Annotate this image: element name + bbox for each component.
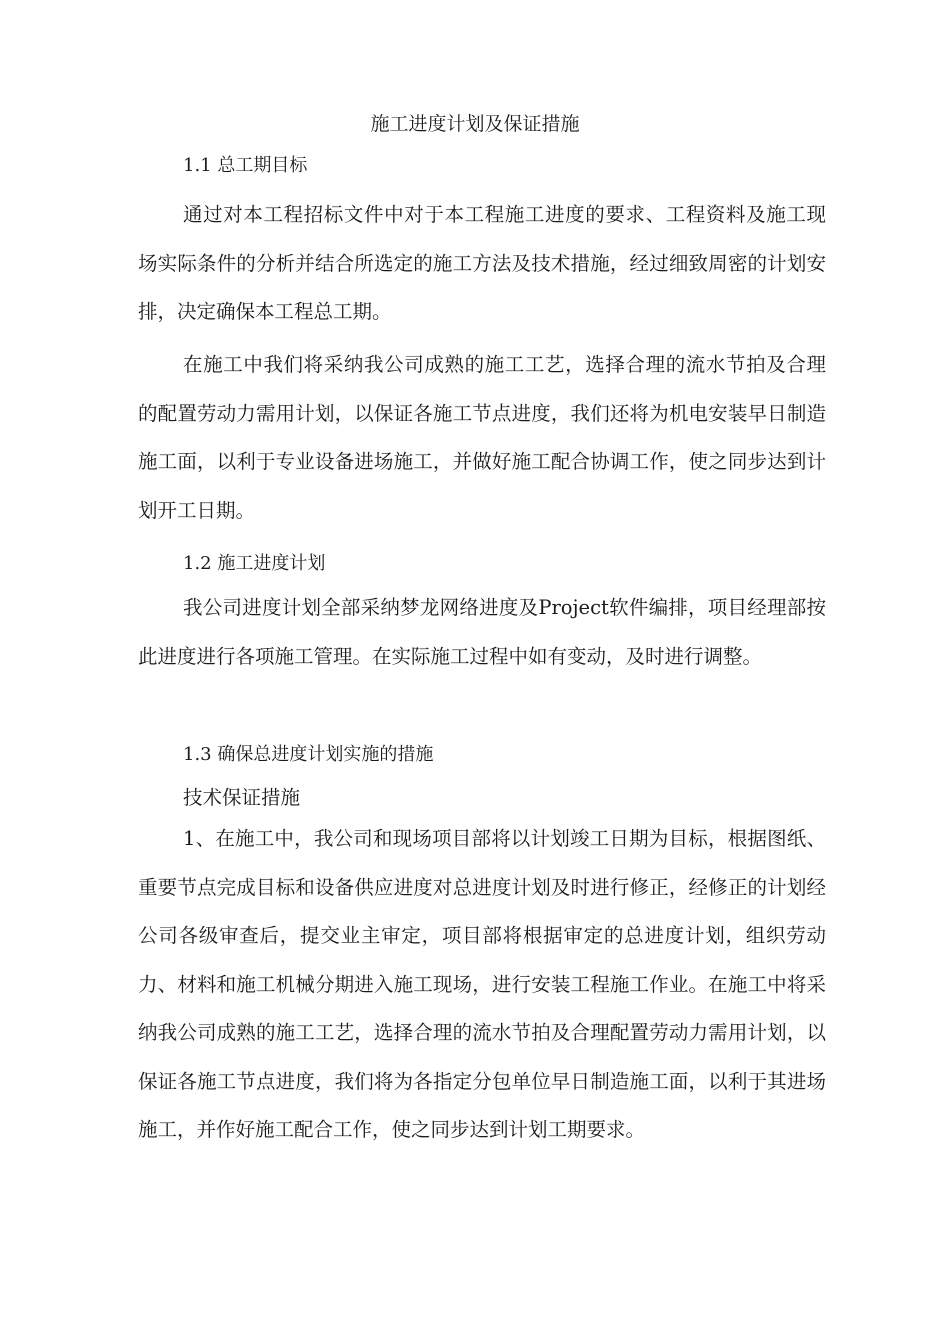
subheading-technical-measures: 技术保证措施 (183, 786, 301, 809)
paragraph-1-3: 1、在施工中，我公司和现场项目部将以计划竣工日期为目标，根据图纸、重要节点完成目标和设备供应进度对总进度计划及时进行修正，经修正的计划经公司各级审查后，提交业主审定，项目部将根据审定的总进度计划，组织劳动力、材料和施工机械分期进入施工现场，进行安装工程施工作业。在施工中将采纳我公司成熟的施工工艺，选择合理的流水节拍及合理配置劳动力需用计划，以保证各施工节点进度，我们将为各指定分包单位早日制造施工面，以利于其进场施工，并作好施工配合工作，使之同步达到计划工期要求。 (138, 827, 826, 1141)
section-heading-1-2: 1.2 施工进度计划 (183, 553, 326, 574)
paragraph-1-2: 我公司进度计划全部采纳梦龙网络进度及Project软件编排，项目经理部按此进度进行各项施工管理。在实际施工过程中如有变动，及时进行调整。 (138, 596, 826, 668)
paragraph-1-1-b: 在施工中我们将采纳我公司成熟的施工工艺，选择合理的流水节拍及合理的配置劳动力需用计划，以保证各施工节点进度，我们还将为机电安装早日制造施工面，以利于专业设备进场施工，并做好施工配合协调工作，使之同步达到计划开工日期。 (138, 353, 826, 522)
section-heading-1-3: 1.3 确保总进度计划实施的措施 (183, 744, 434, 765)
document-title: 施工进度计划及保证措施 (370, 113, 580, 135)
paragraph-1-1-a: 通过对本工程招标文件中对于本工程施工进度的要求、工程资料及施工现场实际条件的分析并结合所选定的施工方法及技术措施，经过细致周密的计划安排，决定确保本工程总工期。 (138, 203, 826, 323)
section-heading-1-1: 1.1 总工期目标 (183, 155, 308, 176)
